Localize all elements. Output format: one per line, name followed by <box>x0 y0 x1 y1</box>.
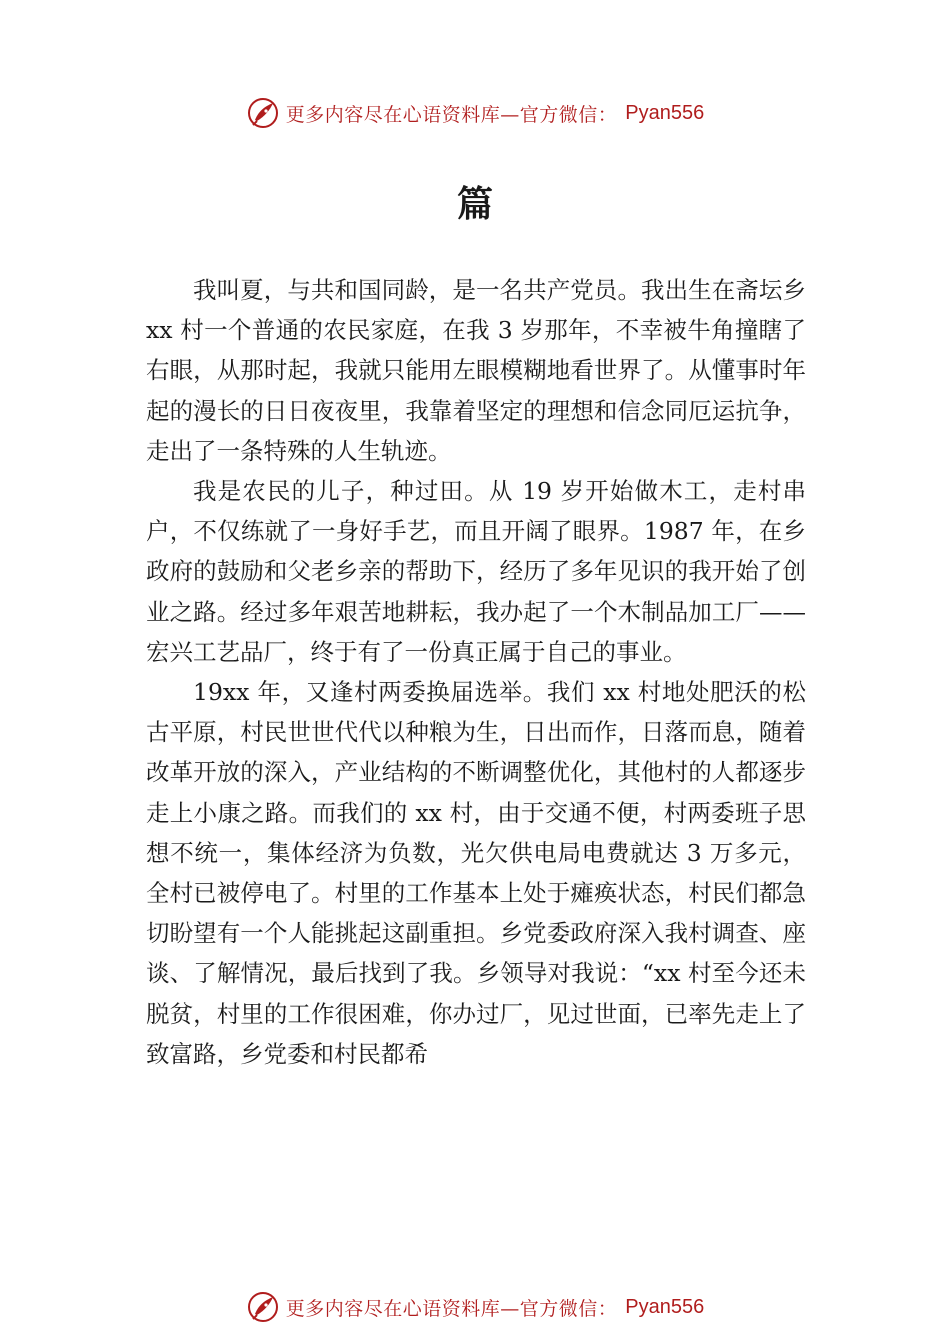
pen-nib-logo-icon <box>246 1290 280 1324</box>
document-title: 篇 <box>456 183 493 225</box>
paragraph: 我叫夏，与共和国同龄，是一名共产党员。我出生在斋坛乡 xx 村一个普通的农民家庭，在我 3 岁那年，不幸被牛角撞瞎了右眼，从那时起，我就只能用左眼模糊地看世界了。从懂事时年起的漫长的日日夜夜里，我靠着坚定的理想和信念同厄运抗争，走出了一条特殊的人生轨迹。 <box>146 276 806 465</box>
watermark-wechat-id: Pyan556 <box>625 1295 705 1318</box>
watermark-wechat-id: Pyan556 <box>625 101 705 124</box>
paragraph: 19xx 年，又逢村两委换届选举。我们 xx 村地处肥沃的松古平原，村民世世代代以种粮为生，日出而作，日落而息，随着改革开放的深入，产业结构的不断调整优化，其他村的人都逐步走上小康之路。而我们的 xx 村，由于交通不便，村两委班子思想不统一，集体经济为负数，光欠供电局电费就达 3 万多元，全村已被停电了。村里的工作基本上处于瘫痪状态，村民们都急切盼望有一个人能挑起这副重担。乡党委政府深入我村调查、座谈、了解情况，最后找到了我。乡领导对我说：“xx 村至今还未脱贫，村里的工作很困难，你办过厂，见过世面，已率先走上了致富路，乡党委和村民都希 <box>146 678 806 1068</box>
footer-watermark <box>0 1290 950 1324</box>
header-watermark <box>0 96 950 130</box>
watermark-text: 更多内容尽在心语资料库—官方微信： <box>285 103 618 126</box>
document-body <box>146 270 806 1074</box>
watermark-text: 更多内容尽在心语资料库—官方微信： <box>285 1297 618 1320</box>
pen-nib-logo-icon <box>246 96 280 130</box>
paragraph: 我是农民的儿子，种过田。从 19 岁开始做木工，走村串户，不仅练就了一身好手艺，而且开阔了眼界。1987 年，在乡政府的鼓励和父老乡亲的帮助下，经历了多年见识的我开始了创业之路。经过多年艰苦地耕耘，我办起了一个木制品加工厂——宏兴工艺品厂，终于有了一份真正属于自己的事业。 <box>146 477 806 666</box>
